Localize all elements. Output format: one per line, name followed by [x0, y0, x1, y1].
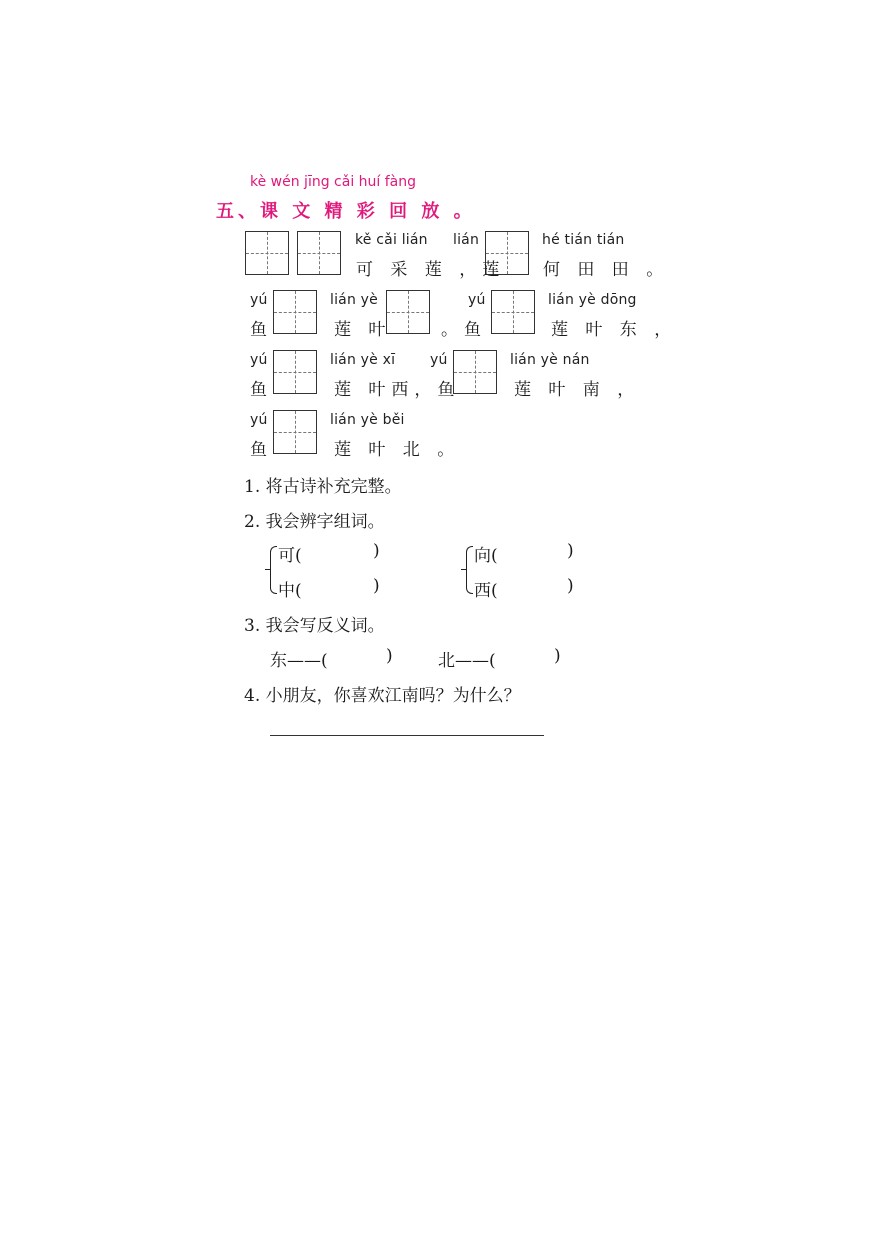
word-item: 可( [278, 546, 302, 566]
pinyin: lián yè nán [510, 352, 590, 368]
answer-line[interactable] [270, 735, 544, 736]
pinyin: yú [250, 352, 268, 368]
poem-text: 何 田 田 。 [543, 260, 670, 280]
pinyin: lián yè [330, 292, 378, 308]
antonym-blank-end: ) [386, 646, 393, 666]
poem-text: 鱼 [250, 440, 273, 460]
answer-box[interactable] [273, 410, 317, 454]
word-blank-end: ) [567, 576, 574, 596]
question-3: 3. 我会写反义词。 [244, 616, 385, 636]
brace-icon [466, 546, 473, 594]
word-blank-end: ) [373, 576, 380, 596]
word-item: 中( [278, 581, 302, 601]
antonym-item: 北——( [438, 651, 496, 671]
question-4: 4. 小朋友，你喜欢江南吗？为什么？ [244, 686, 521, 706]
pinyin: yú [430, 352, 448, 368]
answer-box[interactable] [297, 231, 341, 275]
pinyin: yú [468, 292, 486, 308]
poem-text: 莲 叶西，鱼 [334, 380, 461, 400]
pinyin: kě cǎi lián [355, 232, 428, 248]
word-item: 向( [474, 546, 498, 566]
pinyin: lián yè xī [330, 352, 396, 368]
answer-box[interactable] [386, 290, 430, 334]
antonym-item: 东——( [270, 651, 328, 671]
brace-icon [270, 546, 277, 594]
poem-text: 。鱼 [441, 320, 487, 340]
pinyin: lián yè běi [330, 412, 405, 428]
pinyin: lián [453, 232, 480, 248]
word-item: 西( [474, 581, 498, 601]
poem-text: 鱼 [250, 380, 273, 400]
word-blank-end: ) [373, 541, 380, 561]
section-title: 五、课 文 精 彩 回 放 。 [216, 201, 476, 222]
poem-text: 鱼 [250, 320, 273, 340]
poem-text: 莲 叶 [334, 320, 392, 340]
question-2: 2. 我会辨字组词。 [244, 512, 385, 532]
pinyin: yú [250, 292, 268, 308]
poem-text: 莲 叶 北 。 [334, 440, 461, 460]
answer-box[interactable] [273, 350, 317, 394]
pinyin: lián yè dōng [548, 292, 637, 308]
section-title-pinyin: kè wén jīng cǎi huí fàng [250, 174, 417, 190]
answer-box[interactable] [245, 231, 289, 275]
word-blank-end: ) [567, 541, 574, 561]
antonym-blank-end: ) [554, 646, 561, 666]
poem-text: 可 采 莲 ，莲 [356, 260, 506, 280]
poem-text: 莲 叶 东 ， [551, 320, 678, 340]
answer-box[interactable] [273, 290, 317, 334]
pinyin: hé tián tián [542, 232, 625, 248]
answer-box[interactable] [491, 290, 535, 334]
pinyin: yú [250, 412, 268, 428]
poem-text: 莲 叶 南 ， [514, 380, 641, 400]
question-1: 1. 将古诗补充完整。 [244, 477, 402, 497]
